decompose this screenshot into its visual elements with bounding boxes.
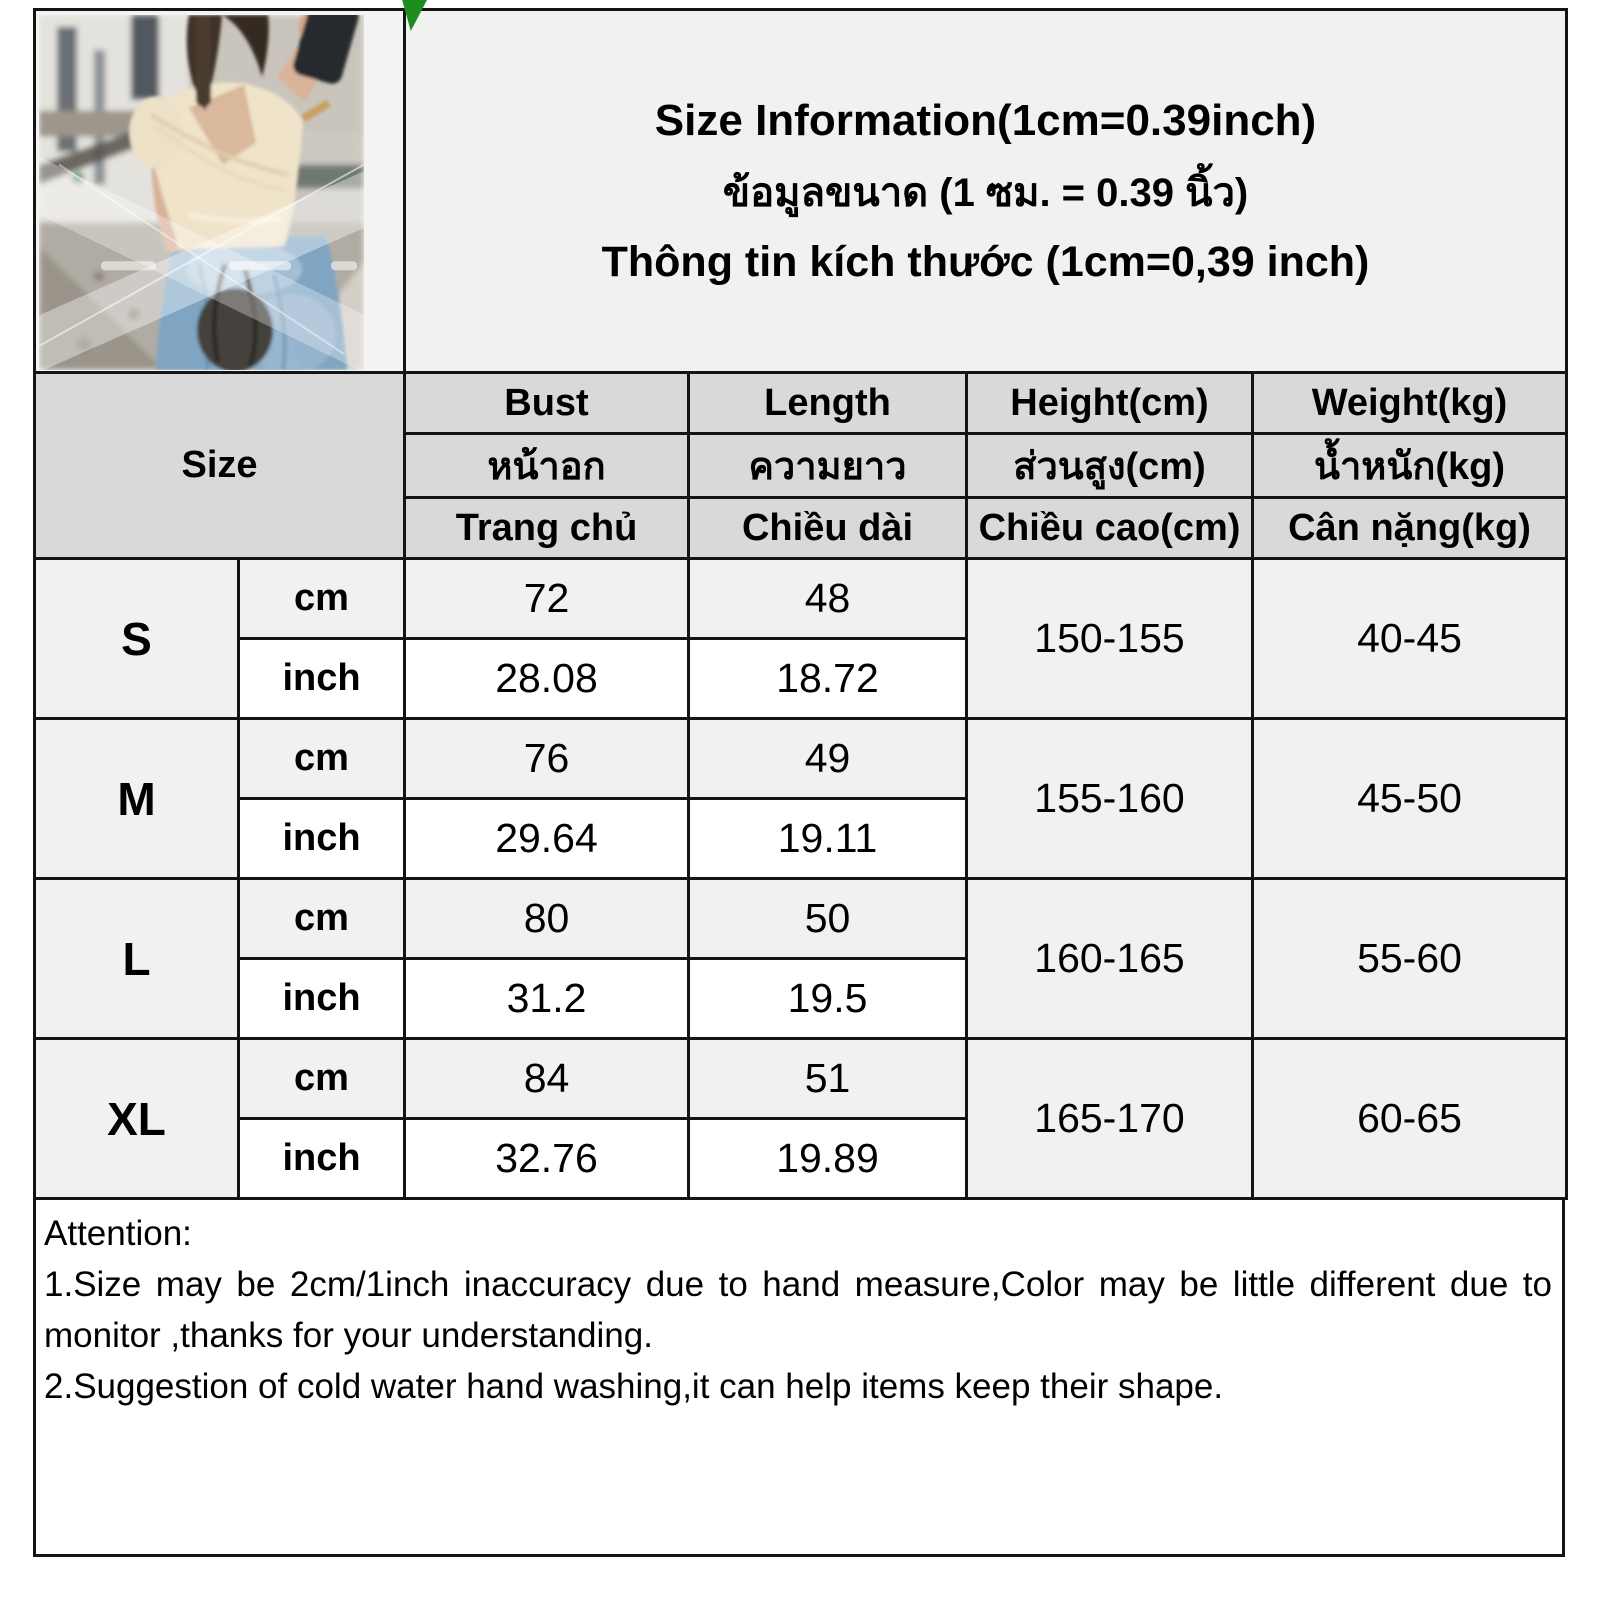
attention-note-2: 2.Suggestion of cold water hand washing,it can help items keep their shape. [44,1367,1224,1406]
size-header: Size [35,373,405,559]
unit-label-cm: cm [239,879,405,959]
bust-value: 76 [405,719,689,799]
col-header-height-vi: Chiều cao(cm) [967,498,1253,559]
unit-label-inch: inch [239,959,405,1039]
size-chart-sheet [33,8,1565,1557]
weight-range: 45-50 [1253,719,1567,879]
length-value: 50 [689,879,967,959]
col-header-length-th: ความยาว [689,434,967,498]
attention-note-1: 1.Size may be 2cm/1inch inaccuracy due to hand measure,Color may be little different due to monitor ,thanks for your understanding. [44,1265,1552,1355]
col-header-weight-en: Weight(kg) [1253,373,1567,434]
weight-range: 60-65 [1253,1039,1567,1199]
bust-value: 29.64 [405,799,689,879]
bust-value: 84 [405,1039,689,1119]
bust-value: 31.2 [405,959,689,1039]
table-row-xl-cm [35,1039,1567,1119]
table-row-l-cm [35,879,1567,959]
top-band [35,10,1567,373]
col-header-height-en: Height(cm) [967,373,1253,434]
unit-label-inch: inch [239,799,405,879]
col-header-weight-vi: Cân nặng(kg) [1253,498,1567,559]
length-value: 48 [689,559,967,639]
photo-cell [35,10,405,373]
col-header-length-en: Length [689,373,967,434]
col-header-bust-vi: Trang chủ [405,498,689,559]
table-row-m-cm [35,719,1567,799]
length-value: 51 [689,1039,967,1119]
length-value: 19.5 [689,959,967,1039]
title-line-th: ข้อมูลขนาด (1 ซม. = 0.39 นิ้ว) [722,170,1249,215]
col-header-bust-en: Bust [405,373,689,434]
height-range: 155-160 [967,719,1253,879]
size-label: S [35,559,239,719]
attention-heading: Attention: [44,1214,192,1253]
weight-range: 55-60 [1253,879,1567,1039]
unit-label-cm: cm [239,719,405,799]
title-cell [405,10,1567,373]
title-stack [406,96,1565,287]
title-line-vi: Thông tin kích thước (1cm=0,39 inch) [601,237,1370,286]
unit-label-cm: cm [239,1039,405,1119]
bust-value: 28.08 [405,639,689,719]
size-label: XL [35,1039,239,1199]
bust-value: 72 [405,559,689,639]
col-header-weight-th: น้ำหนัก(kg) [1253,434,1567,498]
product-photo-illustration [39,15,364,370]
size-label: L [35,879,239,1039]
length-value: 49 [689,719,967,799]
col-header-bust-th: หน้าอก [405,434,689,498]
length-value: 19.11 [689,799,967,879]
header-row-en [35,373,1567,434]
attention-section [33,1200,1565,1557]
height-range: 150-155 [967,559,1253,719]
unit-label-cm: cm [239,559,405,639]
bust-value: 32.76 [405,1119,689,1199]
table-row-s-cm [35,559,1567,639]
col-header-length-vi: Chiều dài [689,498,967,559]
size-label: M [35,719,239,879]
col-header-height-th: ส่วนสูง(cm) [967,434,1253,498]
weight-range: 40-45 [1253,559,1567,719]
title-line-en: Size Information(1cm=0.39inch) [654,95,1317,145]
unit-label-inch: inch [239,639,405,719]
unit-label-inch: inch [239,1119,405,1199]
height-range: 160-165 [967,879,1253,1039]
length-value: 18.72 [689,639,967,719]
bust-value: 80 [405,879,689,959]
size-table [33,8,1568,1200]
length-value: 19.89 [689,1119,967,1199]
height-range: 165-170 [967,1039,1253,1199]
